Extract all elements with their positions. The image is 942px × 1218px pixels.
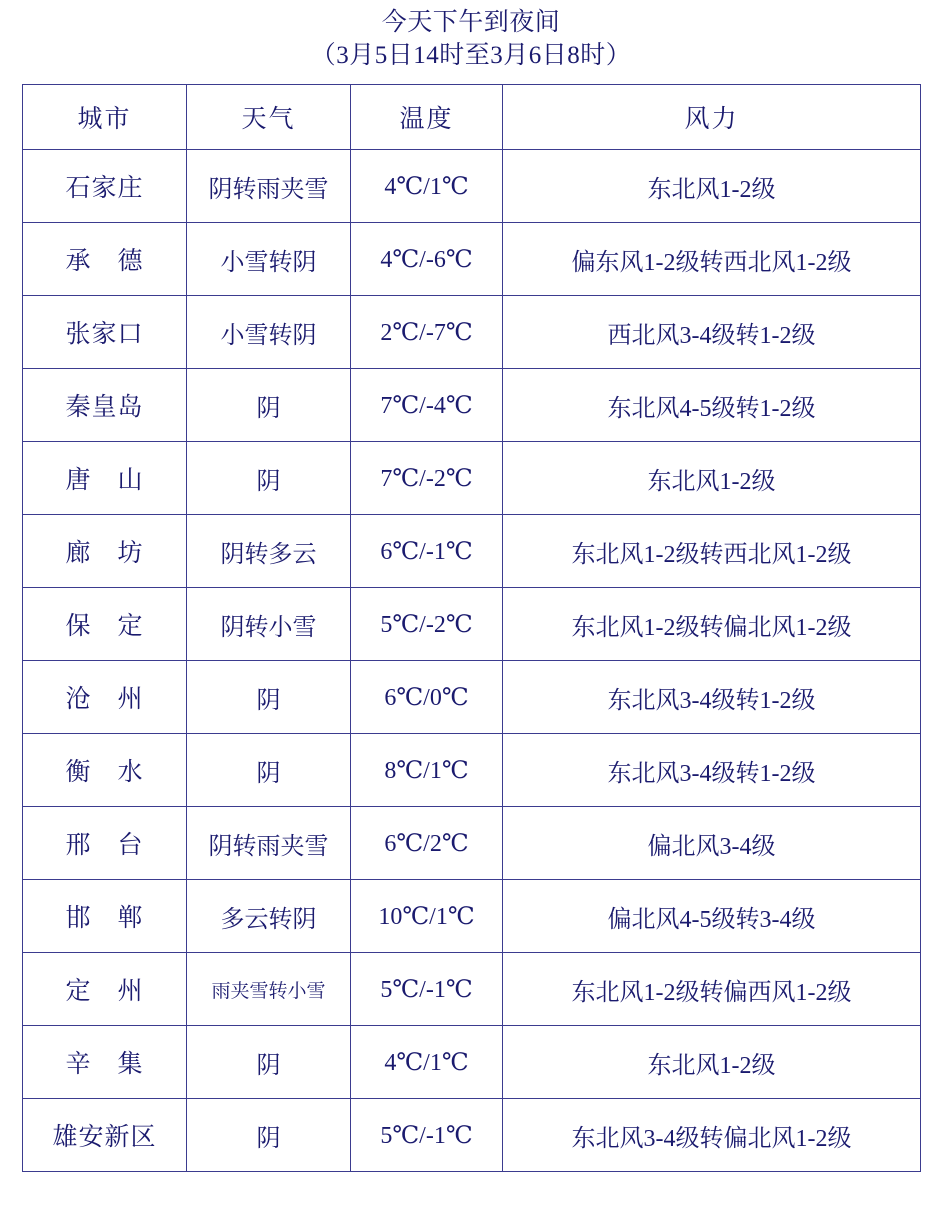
cell-temperature: 2℃/-7℃ [351,296,503,369]
page-title [0,0,942,72]
title-timerange: （3月5日14时至3月6日8时） [310,42,632,69]
cell-city: 邯 郸 [23,880,187,953]
cell-city: 衡 水 [23,734,187,807]
table-row [23,150,921,223]
cell-city: 唐 山 [23,442,187,515]
table-row [23,953,921,1026]
cell-wind: 东北风1-2级转偏西风1-2级 [503,953,921,1026]
table-row [23,661,921,734]
cell-temperature: 4℃/-6℃ [351,223,503,296]
cell-wind: 东北风3-4级转1-2级 [503,734,921,807]
column-header-weather: 天气 [187,85,351,150]
cell-weather: 雨夹雪转小雪 [187,953,351,1026]
table-row [23,880,921,953]
cell-temperature: 10℃/1℃ [351,880,503,953]
table-header-row [23,85,921,150]
cell-city: 廊 坊 [23,515,187,588]
table-row [23,442,921,515]
cell-wind: 东北风1-2级转偏北风1-2级 [503,588,921,661]
title-period: 今天下午到夜间 [381,9,561,36]
cell-temperature: 6℃/2℃ [351,807,503,880]
table-row [23,1099,921,1172]
table-row [23,734,921,807]
cell-weather: 阴转雨夹雪 [187,807,351,880]
cell-wind: 东北风1-2级转西北风1-2级 [503,515,921,588]
weather-table [22,84,921,1172]
cell-city: 秦皇岛 [23,369,187,442]
cell-city: 张家口 [23,296,187,369]
cell-city: 定 州 [23,953,187,1026]
cell-wind: 东北风1-2级 [503,442,921,515]
cell-city: 邢 台 [23,807,187,880]
cell-temperature: 8℃/1℃ [351,734,503,807]
cell-weather: 小雪转阴 [187,223,351,296]
table-row [23,807,921,880]
cell-temperature: 6℃/-1℃ [351,515,503,588]
cell-city: 雄安新区 [23,1099,187,1172]
table-row [23,588,921,661]
cell-weather: 阴 [187,369,351,442]
table-row [23,1026,921,1099]
cell-weather: 小雪转阴 [187,296,351,369]
cell-temperature: 5℃/-1℃ [351,953,503,1026]
cell-weather: 阴 [187,1099,351,1172]
column-header-wind: 风力 [503,85,921,150]
cell-weather: 阴转多云 [187,515,351,588]
column-header-temperature: 温度 [351,85,503,150]
cell-city: 承 德 [23,223,187,296]
table-row [23,296,921,369]
cell-wind: 东北风1-2级 [503,1026,921,1099]
cell-city: 沧 州 [23,661,187,734]
cell-wind: 偏北风4-5级转3-4级 [503,880,921,953]
cell-wind: 偏北风3-4级 [503,807,921,880]
cell-weather: 阴转雨夹雪 [187,150,351,223]
weather-table-container [22,84,920,1172]
table-row [23,223,921,296]
cell-weather: 阴 [187,661,351,734]
table-header [23,85,921,150]
cell-temperature: 5℃/-1℃ [351,1099,503,1172]
cell-temperature: 4℃/1℃ [351,1026,503,1099]
cell-city: 保 定 [23,588,187,661]
cell-wind: 东北风3-4级转1-2级 [503,661,921,734]
cell-wind: 东北风4-5级转1-2级 [503,369,921,442]
table-row [23,515,921,588]
cell-city: 石家庄 [23,150,187,223]
table-body [23,150,921,1172]
cell-wind: 偏东风1-2级转西北风1-2级 [503,223,921,296]
cell-temperature: 6℃/0℃ [351,661,503,734]
cell-weather: 阴 [187,442,351,515]
cell-wind: 东北风3-4级转偏北风1-2级 [503,1099,921,1172]
column-header-city: 城市 [23,85,187,150]
cell-weather: 多云转阴 [187,880,351,953]
cell-temperature: 5℃/-2℃ [351,588,503,661]
cell-weather: 阴 [187,1026,351,1099]
cell-city: 辛 集 [23,1026,187,1099]
table-row [23,369,921,442]
cell-temperature: 7℃/-2℃ [351,442,503,515]
cell-temperature: 4℃/1℃ [351,150,503,223]
cell-weather: 阴转小雪 [187,588,351,661]
cell-weather: 阴 [187,734,351,807]
cell-wind: 东北风1-2级 [503,150,921,223]
cell-wind: 西北风3-4级转1-2级 [503,296,921,369]
cell-temperature: 7℃/-4℃ [351,369,503,442]
